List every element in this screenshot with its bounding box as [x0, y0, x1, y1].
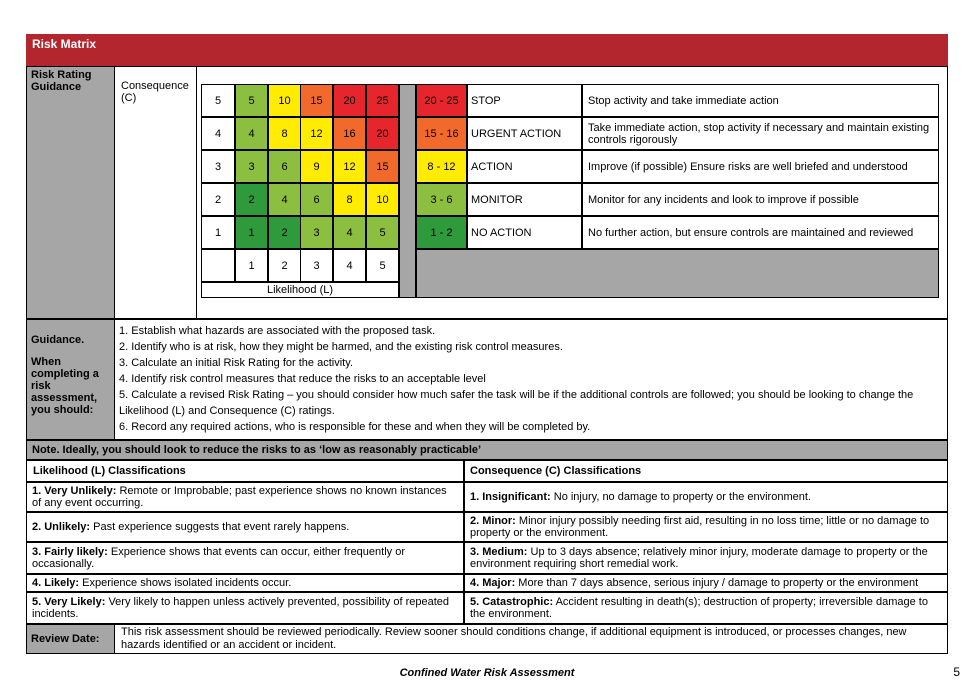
- class-desc: Remote or Improbable; past experience shows no known instances of any event occurring.: [32, 485, 447, 509]
- class-desc: Up to 3 days absence; relatively minor injury, moderate damage to property or the environment requiring short remedial work.: [470, 546, 928, 570]
- guidance-steps: [119, 323, 945, 435]
- matrix-cell: 20: [366, 117, 399, 150]
- matrix-cell: 4: [333, 216, 366, 249]
- note-bar: [26, 440, 948, 460]
- class-item-text: [32, 546, 458, 570]
- guidance-label: [27, 320, 115, 439]
- consequence-class-item: [464, 592, 948, 624]
- rating-range: 1 - 2: [416, 216, 467, 249]
- guidance-step: 5. Calculate a revised Risk Rating – you should consider how much safer the task will be if the additional controls are followed; you should be looking to change the Likelihood (L) and Consequence (C) ratings.: [119, 389, 914, 417]
- class-term: 1. Insignificant:: [470, 491, 551, 503]
- matrix-corner: [201, 249, 235, 282]
- class-item-text: [32, 596, 458, 620]
- likelihood-tick: 4: [333, 249, 366, 282]
- guidance-step: 6. Record any required actions, who is responsible for these and when they will be completed by.: [119, 421, 591, 433]
- class-term: 5. Very Likely:: [32, 596, 106, 608]
- rating-level: URGENT ACTION: [467, 117, 582, 150]
- rating-legend-filler: [416, 249, 939, 298]
- matrix-cell: 9: [300, 150, 333, 183]
- class-term: 3. Fairly likely:: [32, 546, 108, 558]
- rating-action: Stop activity and take immediate action: [582, 84, 939, 117]
- class-term: 4. Likely:: [32, 577, 80, 589]
- class-desc: Experience shows isolated incidents occur.: [79, 577, 292, 589]
- matrix-separator: [399, 84, 416, 298]
- class-term: 3. Medium:: [470, 546, 528, 558]
- class-term: 1. Very Unlikely:: [32, 485, 117, 497]
- matrix-cell: 4: [268, 183, 301, 216]
- class-term: 5. Catastrophic:: [470, 596, 554, 608]
- consequence-tick: 4: [201, 117, 235, 150]
- guidance-title: Guidance.: [31, 334, 85, 346]
- matrix-cell: 3: [300, 216, 333, 249]
- rating-action: Monitor for any incidents and look to improve if possible: [582, 183, 939, 216]
- class-item-text: [32, 521, 349, 533]
- matrix-cell: 25: [366, 84, 399, 117]
- class-item-text: [470, 577, 918, 589]
- rating-action: Improve (if possible) Ensure risks are well briefed and understood: [582, 150, 939, 183]
- rating-action: No further action, but ensure controls are maintained and reviewed: [582, 216, 939, 249]
- matrix-cell: 5: [366, 216, 399, 249]
- consequence-label: Consequence (C): [121, 80, 189, 104]
- matrix-cell: 2: [268, 216, 301, 249]
- matrix-cell: 5: [235, 84, 268, 117]
- rating-range: 15 - 16: [416, 117, 467, 150]
- likelihood-class-item: [26, 592, 464, 624]
- likelihood-tick: 5: [366, 249, 399, 282]
- guidance-subtitle: When completing a risk assessment, you should:: [31, 356, 99, 416]
- class-term: 2. Unlikely:: [32, 521, 91, 533]
- likelihood-class-item: [26, 482, 464, 512]
- review-date-label: Review Date:: [27, 625, 115, 653]
- class-item-text: [470, 546, 942, 570]
- matrix-cell: 3: [235, 150, 268, 183]
- matrix-cell: 16: [333, 117, 366, 150]
- matrix-cell: 8: [268, 117, 301, 150]
- class-item-text: [32, 577, 291, 589]
- matrix-cell: 1: [235, 216, 268, 249]
- risk-rating-guidance-label: [27, 67, 115, 318]
- class-desc: No injury, no damage to property or the environment.: [550, 491, 811, 503]
- class-desc: Accident resulting in death(s); destruction of property; irreversible damage to the environment.: [470, 596, 928, 620]
- guidance-step: 3. Calculate an initial Risk Rating for the activity.: [119, 357, 353, 369]
- guidance-step: 1. Establish what hazards are associated with the proposed task.: [119, 325, 436, 337]
- rating-range: 20 - 25: [416, 84, 467, 117]
- likelihood-class-item: [26, 574, 464, 592]
- class-item-text: [32, 485, 458, 509]
- matrix-cell: 6: [300, 183, 333, 216]
- consequence-tick: 3: [201, 150, 235, 183]
- rating-level: STOP: [467, 84, 582, 117]
- consequence-class-item: [464, 482, 948, 512]
- consequence-class-item: [464, 512, 948, 542]
- matrix-cell: 12: [333, 150, 366, 183]
- matrix-cell: 10: [366, 183, 399, 216]
- class-desc: Experience shows that events can occur, either frequently or occasionally.: [32, 546, 405, 570]
- rating-level: MONITOR: [467, 183, 582, 216]
- matrix-cell: 12: [300, 117, 333, 150]
- rating-range: 8 - 12: [416, 150, 467, 183]
- matrix-cell: 20: [333, 84, 366, 117]
- likelihood-class-item: [26, 542, 464, 574]
- class-desc: More than 7 days absence, serious injury / damage to property or the environment: [515, 577, 919, 589]
- risk-rating-guidance-text: Risk Rating Guidance: [31, 69, 92, 93]
- rating-range: 3 - 6: [416, 183, 467, 216]
- consequence-class-item: [464, 574, 948, 592]
- matrix-cell: 8: [333, 183, 366, 216]
- matrix-cell: 15: [300, 84, 333, 117]
- class-desc: Minor injury possibly needing first aid, resulting in no loss time; little or no damage to property or the environment.: [470, 515, 930, 539]
- class-desc: Very likely to happen unless actively prevented, possibility of repeated incidents.: [32, 596, 450, 620]
- likelihood-tick: 1: [235, 249, 268, 282]
- likelihood-tick: 2: [268, 249, 301, 282]
- matrix-cell: 2: [235, 183, 268, 216]
- rating-level: NO ACTION: [467, 216, 582, 249]
- guidance-step: 4. Identify risk control measures that reduce the risks to an acceptable level: [119, 373, 486, 385]
- likelihood-tick: 3: [300, 249, 333, 282]
- note-text: Note. Ideally, you should look to reduce the risks to as ‘low as reasonably practicable’: [32, 444, 482, 456]
- divider: [196, 67, 197, 318]
- matrix-cell: 6: [268, 150, 301, 183]
- page-number: 5: [953, 665, 960, 679]
- likelihood-classifications-header: Likelihood (L) Classifications: [26, 460, 464, 482]
- rating-action: Take immediate action, stop activity if necessary and maintain existing controls rigorously: [582, 117, 939, 150]
- footer-title: Confined Water Risk Assessment: [399, 667, 575, 679]
- guidance-step: 2. Identify who is at risk, how they might be harmed, and the existing risk control measures.: [119, 341, 563, 353]
- class-term: 4. Major:: [470, 577, 516, 589]
- likelihood-label: Likelihood (L): [201, 282, 399, 298]
- consequence-class-item: [464, 542, 948, 574]
- class-desc: Past experience suggests that event rarely happens.: [90, 521, 350, 533]
- matrix-cell: 10: [268, 84, 301, 117]
- consequence-tick: 5: [201, 84, 235, 117]
- consequence-tick: 2: [201, 183, 235, 216]
- consequence-tick: 1: [201, 216, 235, 249]
- rating-level: ACTION: [467, 150, 582, 183]
- consequence-classifications-header: Consequence (C) Classifications: [464, 460, 948, 482]
- class-item-text: [470, 515, 942, 539]
- likelihood-class-item: [26, 512, 464, 542]
- matrix-cell: 4: [235, 117, 268, 150]
- class-term: 2. Minor:: [470, 515, 516, 527]
- page-title: Risk Matrix: [32, 37, 97, 51]
- matrix-cell: 15: [366, 150, 399, 183]
- risk-matrix-header: [26, 34, 948, 66]
- class-item-text: [470, 491, 811, 503]
- class-item-text: [470, 596, 942, 620]
- review-text: This risk assessment should be reviewed periodically. Review sooner should conditions change, if additional equipment is introduced, or processes changes, new hazards identified or an accident or incident.: [121, 626, 907, 651]
